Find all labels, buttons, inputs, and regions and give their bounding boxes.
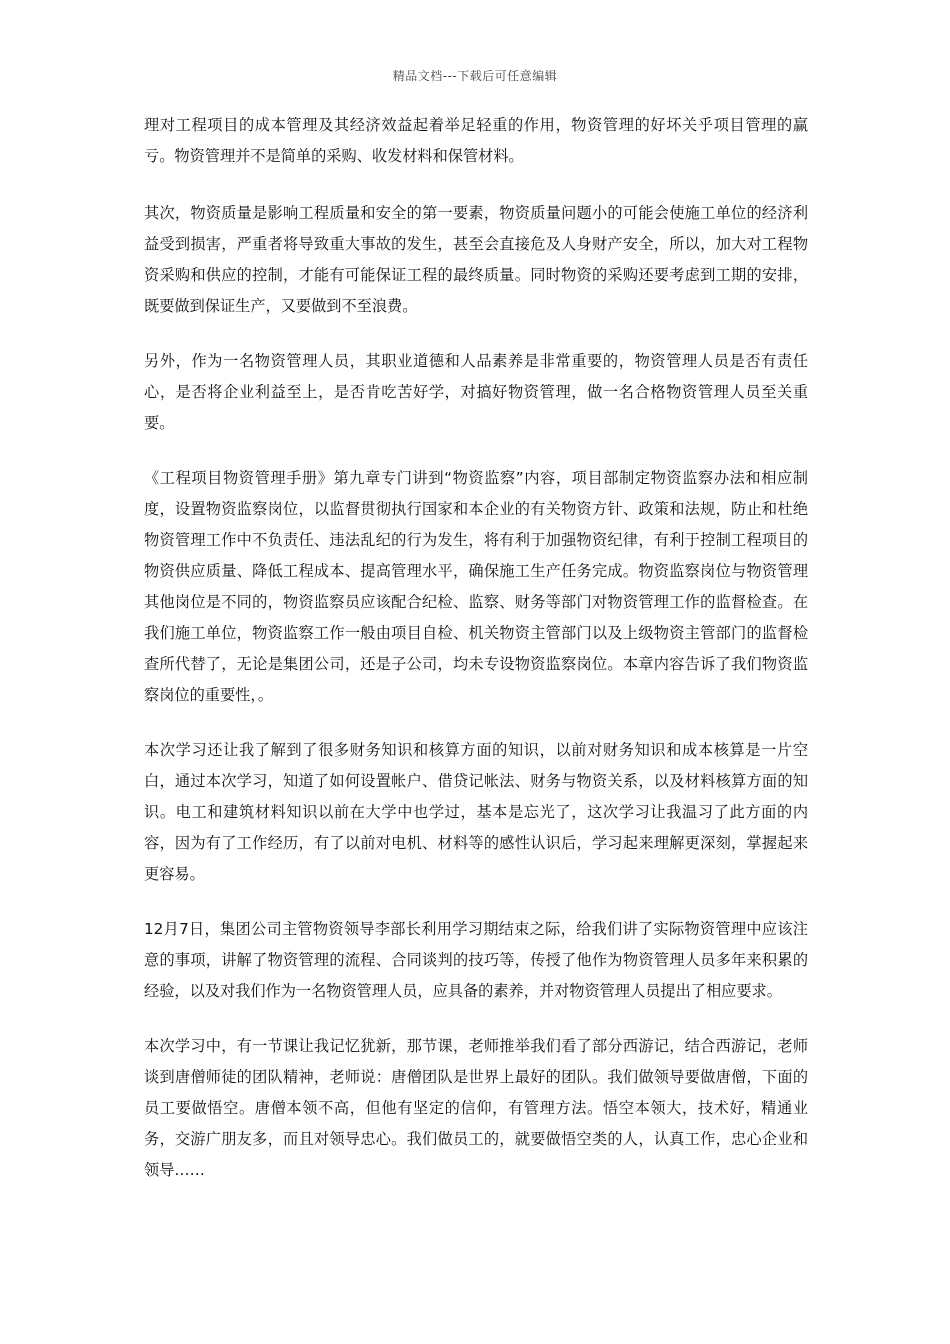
- paragraph-7: 本次学习中，有一节课让我记忆犹新，那节课，老师推举我们看了部分西游记，结合西游记，老师谈到唐僧师徒的团队精神，老师说：唐僧团队是世界上最好的团队。我们做领导要做唐僧，下面的员工要做悟空。唐僧本领不高，但他有坚定的信仰，有管理方法。悟空本领大，技术好，精通业务，交游广朋友多，而且对领导忠心。我们做员工的，就要做悟空类的人，认真工作，忠心企业和领导……: [144, 1037, 808, 1179]
- document-body: [144, 110, 808, 1210]
- paragraph-4: 《工程项目物资管理手册》第九章专门讲到“物资监察”内容，项目部制定物资监察办法和相应制度，设置物资监察岗位，以监督贯彻执行国家和本企业的有关物资方针、政策和法规，防止和杜绝物资管理工作中不负责任、违法乱纪的行为发生，将有利于加强物资纪律，有利于控制工程项目的物资供应质量、降低工程成本、提高管理水平，确保施工生产任务完成。物资监察岗位与物资管理其他岗位是不同的，物资监察员应该配合纪检、监察、财务等部门对物资管理工作的监督检查。在我们施工单位，物资监察工作一般由项目自检、机关物资主管部门以及上级物资主管部门的监督检查所代替了，无论是集团公司，还是子公司，均未专设物资监察岗位。本章内容告诉了我们物资监察岗位的重要性，。: [144, 469, 808, 704]
- paragraph-3: 另外，作为一名物资管理人员，其职业道德和人品素养是非常重要的，物资管理人员是否有责任心，是否将企业利益至上，是否肯吃苦好学，对搞好物资管理，做一名合格物资管理人员至关重要。: [144, 352, 808, 432]
- paragraph-1: 理对工程项目的成本管理及其经济效益起着举足轻重的作用，物资管理的好坏关乎项目管理的赢亏。物资管理并不是简单的采购、收发材料和保管材料。: [144, 116, 808, 165]
- paragraph-6: 12月7日，集团公司主管物资领导李部长利用学习期结束之际，给我们讲了实际物资管理中应该注意的事项，讲解了物资管理的流程、合同谈判的技巧等，传授了他作为物资管理人员多年来积累的经验，以及对我们作为一名物资管理人员，应具备的素养，并对物资管理人员提出了相应要求。: [144, 920, 808, 1000]
- paragraph-2: 其次，物资质量是影响工程质量和安全的第一要素，物资质量问题小的可能会使施工单位的经济利益受到损害，严重者将导致重大事故的发生，甚至会直接危及人身财产安全，所以，加大对工程物资采购和供应的控制，才能有可能保证工程的最终质量。同时物资的采购还要考虑到工期的安排，既要做到保证生产，又要做到不至浪费。: [144, 204, 808, 315]
- running-header: 精品文档---下载后可任意编辑: [392, 69, 558, 83]
- paragraph-5: 本次学习还让我了解到了很多财务知识和核算方面的知识，以前对财务知识和成本核算是一片空白，通过本次学习，知道了如何设置帐户、借贷记帐法、财务与物资关系，以及材料核算方面的知识。电工和建筑材料知识以前在大学中也学过，基本是忘光了，这次学习让我温习了此方面的内容，因为有了工作经历，有了以前对电机、材料等的感性认识后，学习起来理解更深刻，掌握起来更容易。: [144, 741, 808, 883]
